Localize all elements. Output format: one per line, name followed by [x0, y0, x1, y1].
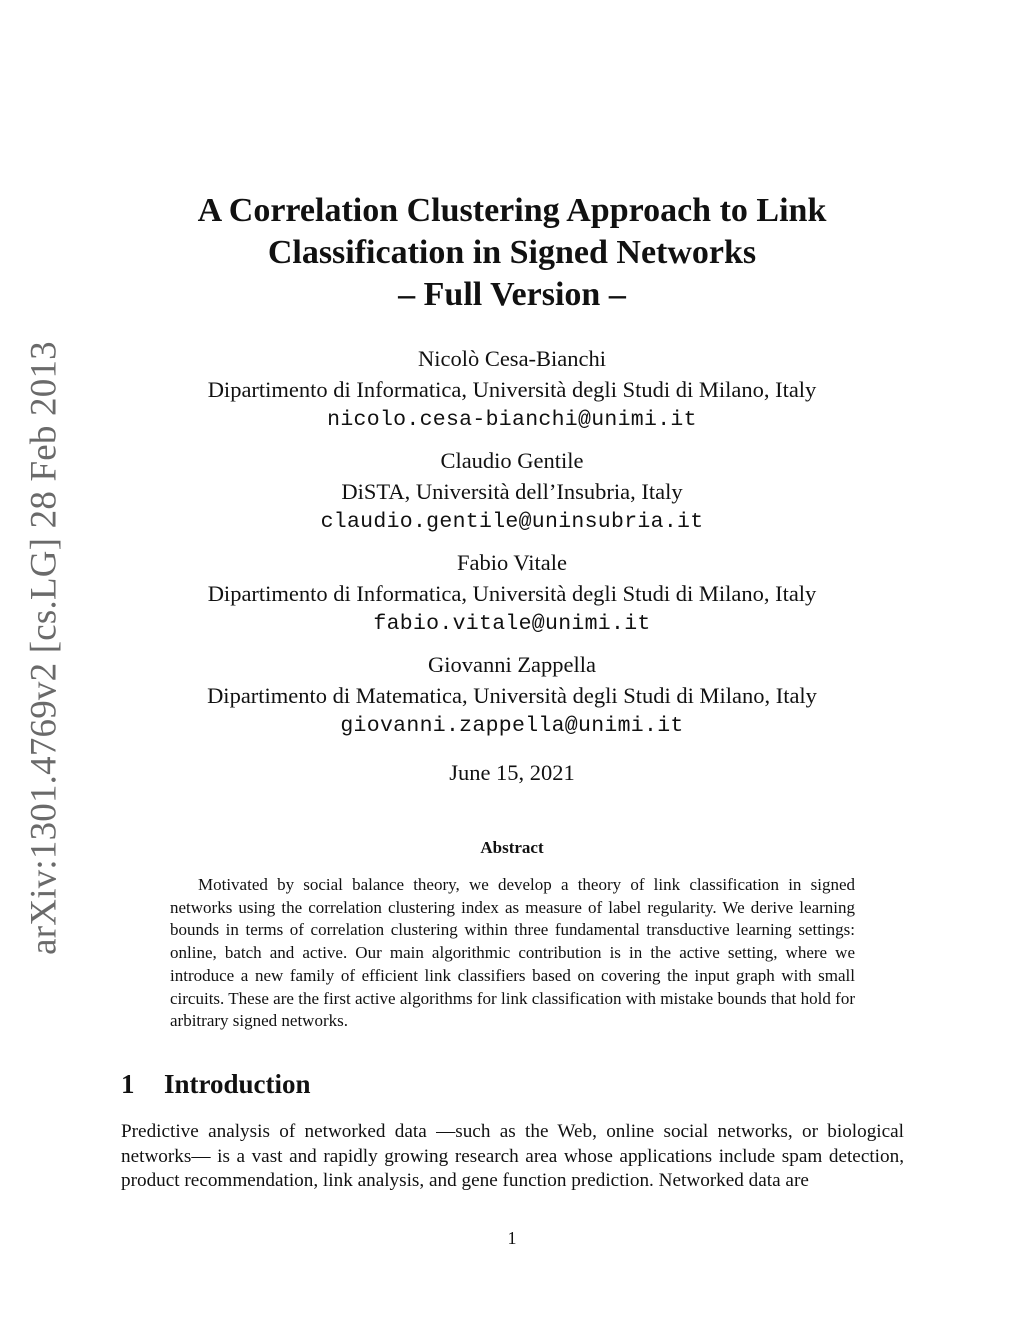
section-heading [121, 1064, 311, 1104]
abstract-text: Motivated by social balance theory, we develop a theory of link classification in signed networks using the correlation clustering index as measure of label regularity. We derive learning bounds in terms of correlation clustering within three fundamental transductive learning settings: online, batch and active. Our main algorithmic contribution is in the active setting, where we introduce a new family of efficient link classifiers based on covering the input graph with small circuits. These are the first active algorithms for link classification with mistake bounds that hold for arbitrary signed networks. [170, 875, 855, 1031]
author-block-3 [112, 548, 912, 640]
arxiv-identifier-stamp: arXiv:1301.4769v2 [cs.LG] 28 Feb 2013 [23, 341, 65, 955]
author-email[interactable]: claudio.gentile@uninsubria.it [320, 510, 704, 534]
author-affiliation: Dipartimento di Matematica, Università degli Studi di Milano, Italy [207, 682, 817, 708]
author-block-4 [112, 650, 912, 742]
author-block-1 [112, 344, 912, 436]
section-title: Introduction [164, 1069, 311, 1099]
abstract-heading: Abstract [480, 838, 544, 857]
introduction-paragraph: Predictive analysis of networked data —such as the Web, online social networks, or biological networks— is a vast and rapidly growing research area whose applications include spam detection, product recommendation, link analysis, and gene function prediction. Networked data are [121, 1121, 904, 1191]
title-line-3: – Full Version – [398, 276, 626, 313]
paper-title [112, 190, 912, 316]
author-affiliation: Dipartimento di Informatica, Università degli Studi di Milano, Italy [207, 376, 817, 402]
author-affiliation: DiSTA, Università dell’Insubria, Italy [341, 478, 683, 504]
page-number: 1 [507, 1228, 517, 1248]
author-email[interactable]: giovanni.zappella@unimi.it [340, 714, 684, 738]
author-affiliation: Dipartimento di Informatica, Università degli Studi di Milano, Italy [207, 580, 817, 606]
title-line-1: A Correlation Clustering Approach to Link [197, 192, 827, 229]
author-email[interactable]: fabio.vitale@unimi.it [373, 612, 651, 636]
section-number: 1 [121, 1069, 135, 1099]
author-name: Nicolò Cesa-Bianchi [417, 346, 607, 371]
paper-date: June 15, 2021 [449, 760, 575, 785]
title-line-2: Classification in Signed Networks [267, 234, 757, 271]
author-name: Giovanni Zappella [427, 652, 597, 677]
author-block-2 [112, 446, 912, 538]
author-name: Claudio Gentile [440, 448, 584, 473]
author-name: Fabio Vitale [456, 550, 568, 575]
author-email[interactable]: nicolo.cesa-bianchi@unimi.it [327, 408, 697, 432]
